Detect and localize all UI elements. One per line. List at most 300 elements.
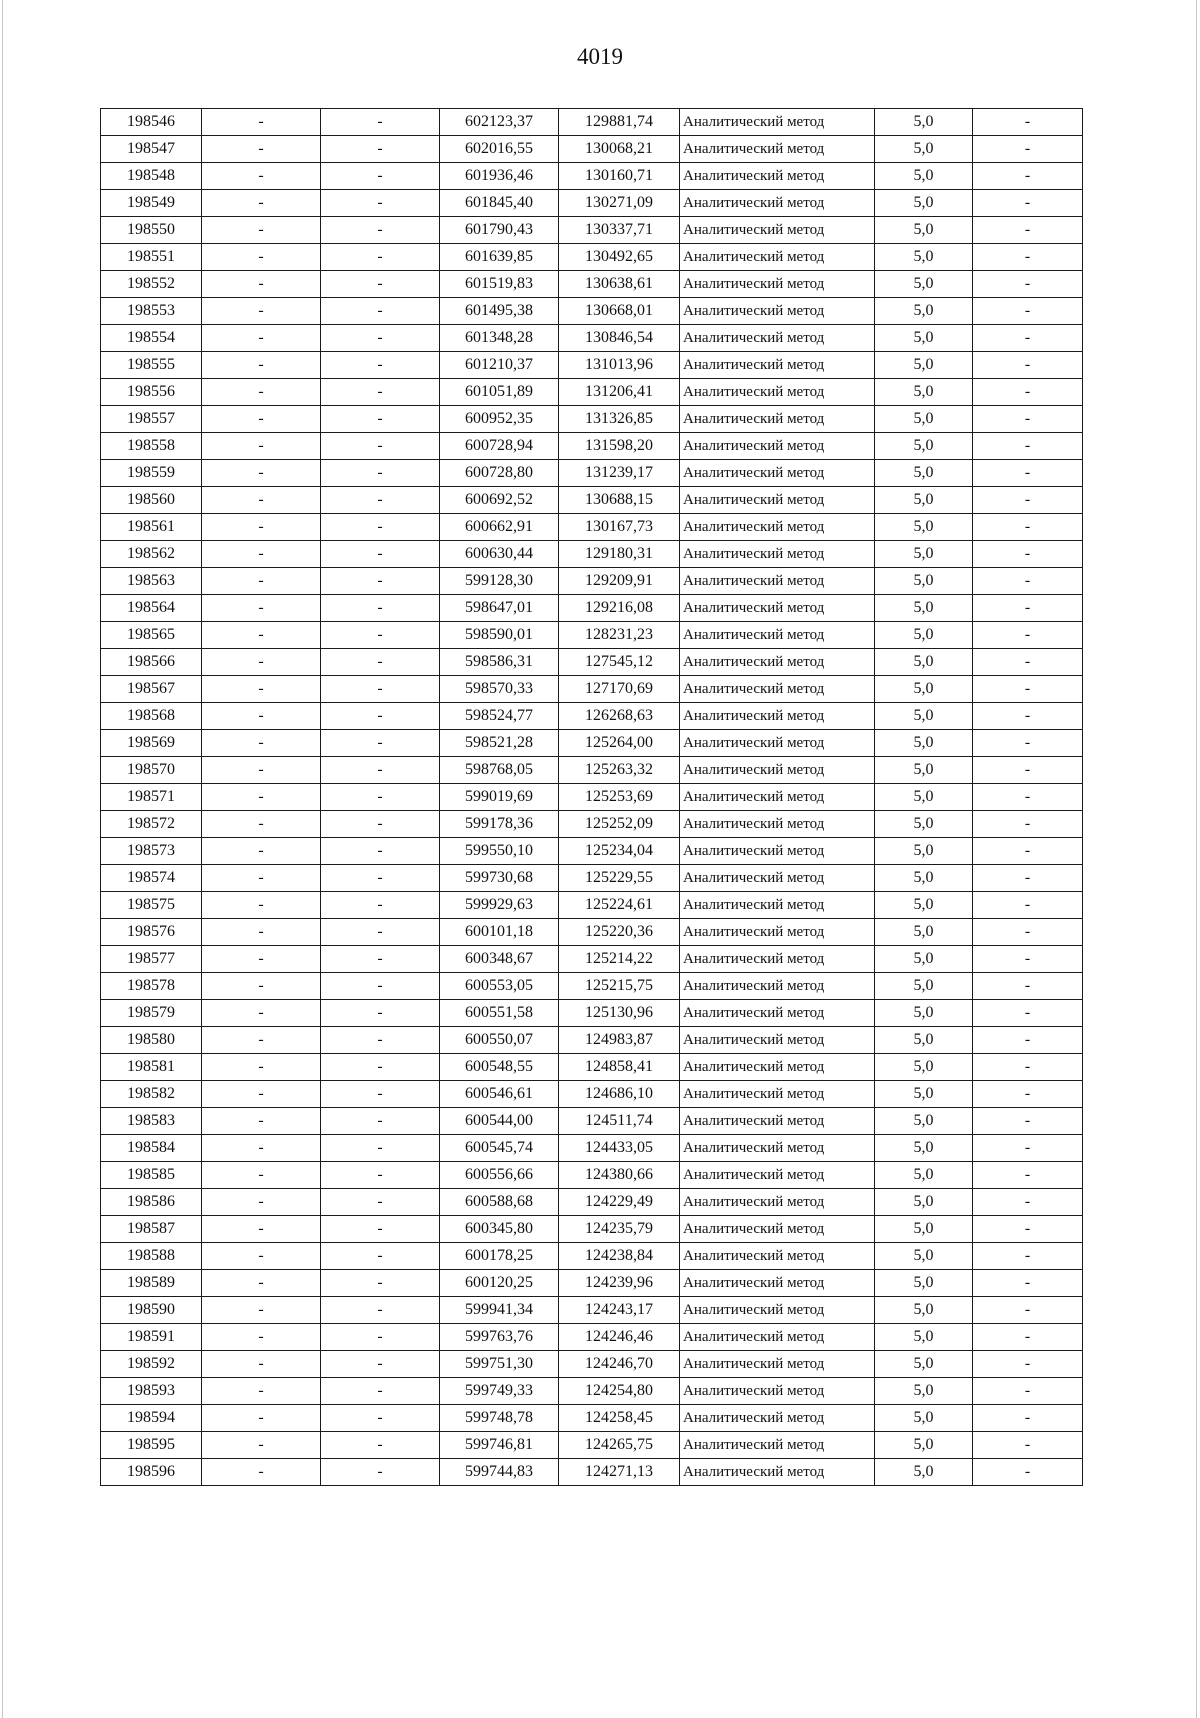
cell-coord-y: 130337,71	[559, 217, 680, 244]
table-row	[101, 163, 1083, 190]
cell-col-empty-a: -	[202, 1162, 321, 1189]
cell-method: Аналитический метод	[680, 244, 875, 271]
cell-col-empty-a: -	[202, 1189, 321, 1216]
cell-point-number: 198574	[101, 865, 202, 892]
cell-col-empty-b: -	[321, 919, 440, 946]
cell-accuracy: 5,0	[875, 514, 973, 541]
table-row	[101, 757, 1083, 784]
cell-col-empty-b: -	[321, 1000, 440, 1027]
cell-coord-x: 600101,18	[440, 919, 559, 946]
cell-col-empty-b: -	[321, 811, 440, 838]
cell-method: Аналитический метод	[680, 136, 875, 163]
table-row	[101, 406, 1083, 433]
cell-coord-y: 127170,69	[559, 676, 680, 703]
cell-col-empty-c: -	[973, 1189, 1083, 1216]
cell-col-empty-b: -	[321, 622, 440, 649]
cell-col-empty-a: -	[202, 703, 321, 730]
cell-col-empty-b: -	[321, 271, 440, 298]
table-row	[101, 379, 1083, 406]
cell-col-empty-a: -	[202, 163, 321, 190]
cell-col-empty-a: -	[202, 1432, 321, 1459]
table-row	[101, 514, 1083, 541]
cell-coord-x: 600546,61	[440, 1081, 559, 1108]
cell-point-number: 198552	[101, 271, 202, 298]
cell-accuracy: 5,0	[875, 1297, 973, 1324]
cell-method: Аналитический метод	[680, 1297, 875, 1324]
table-row	[101, 1162, 1083, 1189]
cell-col-empty-b: -	[321, 136, 440, 163]
cell-coord-x: 599730,68	[440, 865, 559, 892]
table-row	[101, 1270, 1083, 1297]
table-row	[101, 568, 1083, 595]
cell-coord-y: 125130,96	[559, 1000, 680, 1027]
cell-col-empty-c: -	[973, 217, 1083, 244]
cell-col-empty-c: -	[973, 136, 1083, 163]
cell-method: Аналитический метод	[680, 1027, 875, 1054]
cell-col-empty-c: -	[973, 811, 1083, 838]
table-row	[101, 1000, 1083, 1027]
table-row	[101, 1135, 1083, 1162]
cell-col-empty-a: -	[202, 676, 321, 703]
cell-col-empty-a: -	[202, 460, 321, 487]
cell-col-empty-a: -	[202, 595, 321, 622]
cell-coord-x: 599746,81	[440, 1432, 559, 1459]
cell-col-empty-b: -	[321, 406, 440, 433]
cell-col-empty-b: -	[321, 730, 440, 757]
cell-col-empty-c: -	[973, 298, 1083, 325]
cell-coord-x: 600345,80	[440, 1216, 559, 1243]
cell-accuracy: 5,0	[875, 568, 973, 595]
cell-col-empty-c: -	[973, 676, 1083, 703]
table-row	[101, 1216, 1083, 1243]
cell-method: Аналитический метод	[680, 1000, 875, 1027]
cell-accuracy: 5,0	[875, 757, 973, 784]
cell-col-empty-b: -	[321, 109, 440, 136]
cell-coord-y: 131206,41	[559, 379, 680, 406]
cell-accuracy: 5,0	[875, 919, 973, 946]
cell-coord-y: 125252,09	[559, 811, 680, 838]
cell-coord-x: 600692,52	[440, 487, 559, 514]
cell-method: Аналитический метод	[680, 487, 875, 514]
cell-col-empty-b: -	[321, 1027, 440, 1054]
cell-method: Аналитический метод	[680, 1351, 875, 1378]
cell-coord-x: 602123,37	[440, 109, 559, 136]
cell-col-empty-a: -	[202, 1135, 321, 1162]
cell-point-number: 198589	[101, 1270, 202, 1297]
cell-coord-y: 125263,32	[559, 757, 680, 784]
cell-coord-x: 600588,68	[440, 1189, 559, 1216]
cell-col-empty-a: -	[202, 946, 321, 973]
cell-col-empty-a: -	[202, 1027, 321, 1054]
cell-method: Аналитический метод	[680, 919, 875, 946]
cell-coord-x: 598647,01	[440, 595, 559, 622]
cell-coord-x: 600550,07	[440, 1027, 559, 1054]
cell-accuracy: 5,0	[875, 838, 973, 865]
cell-accuracy: 5,0	[875, 1378, 973, 1405]
cell-coord-y: 130638,61	[559, 271, 680, 298]
cell-accuracy: 5,0	[875, 1054, 973, 1081]
cell-method: Аналитический метод	[680, 190, 875, 217]
cell-col-empty-c: -	[973, 622, 1083, 649]
cell-accuracy: 5,0	[875, 1351, 973, 1378]
cell-point-number: 198575	[101, 892, 202, 919]
cell-col-empty-c: -	[973, 406, 1083, 433]
cell-col-empty-b: -	[321, 568, 440, 595]
cell-point-number: 198596	[101, 1459, 202, 1486]
cell-col-empty-b: -	[321, 1459, 440, 1486]
cell-col-empty-b: -	[321, 460, 440, 487]
cell-col-empty-a: -	[202, 1054, 321, 1081]
cell-method: Аналитический метод	[680, 1405, 875, 1432]
cell-point-number: 198555	[101, 352, 202, 379]
cell-accuracy: 5,0	[875, 649, 973, 676]
cell-col-empty-a: -	[202, 433, 321, 460]
cell-col-empty-c: -	[973, 865, 1083, 892]
cell-method: Аналитический метод	[680, 730, 875, 757]
cell-col-empty-c: -	[973, 649, 1083, 676]
cell-coord-x: 600178,25	[440, 1243, 559, 1270]
cell-col-empty-a: -	[202, 784, 321, 811]
cell-method: Аналитический метод	[680, 703, 875, 730]
cell-col-empty-a: -	[202, 838, 321, 865]
cell-coord-y: 130160,71	[559, 163, 680, 190]
cell-col-empty-c: -	[973, 1432, 1083, 1459]
table-row	[101, 703, 1083, 730]
cell-col-empty-a: -	[202, 1081, 321, 1108]
cell-accuracy: 5,0	[875, 892, 973, 919]
table-row	[101, 1108, 1083, 1135]
cell-coord-y: 124265,75	[559, 1432, 680, 1459]
table-row	[101, 622, 1083, 649]
cell-col-empty-a: -	[202, 811, 321, 838]
cell-method: Аналитический метод	[680, 973, 875, 1000]
cell-coord-x: 599763,76	[440, 1324, 559, 1351]
cell-col-empty-c: -	[973, 784, 1083, 811]
table-row	[101, 1351, 1083, 1378]
cell-coord-y: 124858,41	[559, 1054, 680, 1081]
cell-accuracy: 5,0	[875, 136, 973, 163]
cell-accuracy: 5,0	[875, 1027, 973, 1054]
cell-method: Аналитический метод	[680, 1054, 875, 1081]
cell-coord-y: 130492,65	[559, 244, 680, 271]
cell-point-number: 198559	[101, 460, 202, 487]
table-row	[101, 892, 1083, 919]
cell-point-number: 198594	[101, 1405, 202, 1432]
cell-col-empty-a: -	[202, 541, 321, 568]
cell-col-empty-c: -	[973, 595, 1083, 622]
cell-method: Аналитический метод	[680, 946, 875, 973]
table-row	[101, 946, 1083, 973]
cell-coord-y: 131326,85	[559, 406, 680, 433]
cell-point-number: 198588	[101, 1243, 202, 1270]
cell-col-empty-a: -	[202, 865, 321, 892]
cell-col-empty-b: -	[321, 163, 440, 190]
cell-coord-y: 125264,00	[559, 730, 680, 757]
cell-col-empty-b: -	[321, 1054, 440, 1081]
cell-point-number: 198566	[101, 649, 202, 676]
cell-method: Аналитический метод	[680, 838, 875, 865]
table-row	[101, 919, 1083, 946]
cell-col-empty-c: -	[973, 703, 1083, 730]
cell-point-number: 198587	[101, 1216, 202, 1243]
cell-col-empty-a: -	[202, 1243, 321, 1270]
cell-point-number: 198560	[101, 487, 202, 514]
cell-col-empty-a: -	[202, 892, 321, 919]
table-row	[101, 595, 1083, 622]
cell-coord-x: 601845,40	[440, 190, 559, 217]
cell-method: Аналитический метод	[680, 811, 875, 838]
cell-coord-y: 124246,70	[559, 1351, 680, 1378]
cell-accuracy: 5,0	[875, 1135, 973, 1162]
cell-coord-y: 124433,05	[559, 1135, 680, 1162]
cell-accuracy: 5,0	[875, 298, 973, 325]
cell-coord-x: 599550,10	[440, 838, 559, 865]
cell-col-empty-a: -	[202, 730, 321, 757]
cell-accuracy: 5,0	[875, 109, 973, 136]
cell-coord-y: 129209,91	[559, 568, 680, 595]
cell-method: Аналитический метод	[680, 595, 875, 622]
cell-col-empty-c: -	[973, 1297, 1083, 1324]
cell-point-number: 198561	[101, 514, 202, 541]
cell-coord-x: 598768,05	[440, 757, 559, 784]
cell-col-empty-b: -	[321, 514, 440, 541]
cell-coord-y: 130668,01	[559, 298, 680, 325]
cell-coord-x: 600952,35	[440, 406, 559, 433]
cell-coord-y: 124238,84	[559, 1243, 680, 1270]
table-row	[101, 1324, 1083, 1351]
cell-point-number: 198580	[101, 1027, 202, 1054]
cell-col-empty-c: -	[973, 1405, 1083, 1432]
cell-coord-y: 124271,13	[559, 1459, 680, 1486]
scan-right-edge	[1196, 0, 1197, 1718]
cell-col-empty-a: -	[202, 514, 321, 541]
cell-point-number: 198549	[101, 190, 202, 217]
cell-point-number: 198592	[101, 1351, 202, 1378]
cell-col-empty-a: -	[202, 1000, 321, 1027]
table-row	[101, 676, 1083, 703]
cell-coord-y: 124243,17	[559, 1297, 680, 1324]
table-row	[101, 190, 1083, 217]
cell-coord-x: 599941,34	[440, 1297, 559, 1324]
cell-point-number: 198583	[101, 1108, 202, 1135]
cell-accuracy: 5,0	[875, 676, 973, 703]
cell-accuracy: 5,0	[875, 1000, 973, 1027]
cell-col-empty-a: -	[202, 244, 321, 271]
cell-point-number: 198564	[101, 595, 202, 622]
cell-coord-y: 130688,15	[559, 487, 680, 514]
cell-point-number: 198593	[101, 1378, 202, 1405]
cell-col-empty-a: -	[202, 568, 321, 595]
cell-col-empty-c: -	[973, 325, 1083, 352]
cell-col-empty-c: -	[973, 109, 1083, 136]
cell-coord-y: 126268,63	[559, 703, 680, 730]
cell-accuracy: 5,0	[875, 379, 973, 406]
cell-coord-x: 601051,89	[440, 379, 559, 406]
cell-coord-y: 127545,12	[559, 649, 680, 676]
cell-coord-x: 601519,83	[440, 271, 559, 298]
cell-point-number: 198567	[101, 676, 202, 703]
cell-col-empty-c: -	[973, 244, 1083, 271]
table-row	[101, 136, 1083, 163]
cell-method: Аналитический метод	[680, 217, 875, 244]
table-row	[101, 1297, 1083, 1324]
cell-coord-x: 601936,46	[440, 163, 559, 190]
cell-coord-x: 600728,80	[440, 460, 559, 487]
table-row	[101, 1081, 1083, 1108]
cell-accuracy: 5,0	[875, 1324, 973, 1351]
cell-col-empty-b: -	[321, 352, 440, 379]
cell-col-empty-c: -	[973, 541, 1083, 568]
table-row	[101, 487, 1083, 514]
cell-col-empty-a: -	[202, 1324, 321, 1351]
cell-method: Аналитический метод	[680, 1162, 875, 1189]
cell-method: Аналитический метод	[680, 865, 875, 892]
cell-col-empty-a: -	[202, 298, 321, 325]
cell-col-empty-a: -	[202, 325, 321, 352]
cell-method: Аналитический метод	[680, 1108, 875, 1135]
table-row	[101, 1459, 1083, 1486]
cell-col-empty-c: -	[973, 1351, 1083, 1378]
cell-point-number: 198557	[101, 406, 202, 433]
cell-accuracy: 5,0	[875, 352, 973, 379]
table-row	[101, 838, 1083, 865]
cell-col-empty-b: -	[321, 244, 440, 271]
cell-coord-x: 600553,05	[440, 973, 559, 1000]
cell-accuracy: 5,0	[875, 784, 973, 811]
cell-method: Аналитический метод	[680, 892, 875, 919]
cell-col-empty-a: -	[202, 379, 321, 406]
cell-method: Аналитический метод	[680, 622, 875, 649]
cell-coord-y: 125215,75	[559, 973, 680, 1000]
cell-accuracy: 5,0	[875, 730, 973, 757]
cell-coord-y: 124235,79	[559, 1216, 680, 1243]
cell-accuracy: 5,0	[875, 406, 973, 433]
cell-coord-y: 131239,17	[559, 460, 680, 487]
cell-point-number: 198573	[101, 838, 202, 865]
cell-col-empty-c: -	[973, 379, 1083, 406]
coordinates-table-container	[100, 108, 1082, 1486]
cell-col-empty-c: -	[973, 1054, 1083, 1081]
cell-coord-y: 124380,66	[559, 1162, 680, 1189]
cell-method: Аналитический метод	[680, 784, 875, 811]
cell-method: Аналитический метод	[680, 1216, 875, 1243]
cell-col-empty-b: -	[321, 1189, 440, 1216]
cell-accuracy: 5,0	[875, 1270, 973, 1297]
cell-col-empty-c: -	[973, 271, 1083, 298]
cell-coord-y: 130846,54	[559, 325, 680, 352]
cell-col-empty-a: -	[202, 136, 321, 163]
cell-coord-y: 130271,09	[559, 190, 680, 217]
cell-coord-x: 600120,25	[440, 1270, 559, 1297]
cell-method: Аналитический метод	[680, 1189, 875, 1216]
cell-col-empty-b: -	[321, 595, 440, 622]
table-row	[101, 1378, 1083, 1405]
cell-col-empty-c: -	[973, 163, 1083, 190]
cell-accuracy: 5,0	[875, 1405, 973, 1432]
cell-col-empty-c: -	[973, 1243, 1083, 1270]
cell-col-empty-c: -	[973, 946, 1083, 973]
cell-method: Аналитический метод	[680, 109, 875, 136]
cell-coord-y: 130167,73	[559, 514, 680, 541]
cell-coord-x: 600551,58	[440, 1000, 559, 1027]
cell-method: Аналитический метод	[680, 352, 875, 379]
cell-col-empty-b: -	[321, 892, 440, 919]
table-row	[101, 1027, 1083, 1054]
cell-accuracy: 5,0	[875, 541, 973, 568]
cell-col-empty-b: -	[321, 1324, 440, 1351]
cell-accuracy: 5,0	[875, 1189, 973, 1216]
cell-accuracy: 5,0	[875, 460, 973, 487]
cell-col-empty-c: -	[973, 757, 1083, 784]
table-row	[101, 1405, 1083, 1432]
cell-col-empty-c: -	[973, 190, 1083, 217]
cell-col-empty-c: -	[973, 487, 1083, 514]
cell-col-empty-b: -	[321, 1432, 440, 1459]
cell-accuracy: 5,0	[875, 1432, 973, 1459]
cell-col-empty-b: -	[321, 1351, 440, 1378]
cell-method: Аналитический метод	[680, 433, 875, 460]
table-row	[101, 460, 1083, 487]
cell-col-empty-a: -	[202, 1405, 321, 1432]
cell-col-empty-c: -	[973, 514, 1083, 541]
cell-method: Аналитический метод	[680, 514, 875, 541]
cell-coord-y: 131013,96	[559, 352, 680, 379]
cell-accuracy: 5,0	[875, 244, 973, 271]
coordinates-table-body	[101, 109, 1083, 1486]
cell-col-empty-c: -	[973, 1027, 1083, 1054]
cell-coord-x: 598521,28	[440, 730, 559, 757]
cell-method: Аналитический метод	[680, 757, 875, 784]
cell-method: Аналитический метод	[680, 1378, 875, 1405]
cell-point-number: 198571	[101, 784, 202, 811]
cell-col-empty-c: -	[973, 1378, 1083, 1405]
cell-coord-x: 600728,94	[440, 433, 559, 460]
cell-col-empty-a: -	[202, 487, 321, 514]
cell-coord-y: 125220,36	[559, 919, 680, 946]
cell-coord-y: 131598,20	[559, 433, 680, 460]
table-row	[101, 541, 1083, 568]
table-row	[101, 217, 1083, 244]
table-row	[101, 433, 1083, 460]
cell-coord-x: 601348,28	[440, 325, 559, 352]
cell-col-empty-b: -	[321, 217, 440, 244]
cell-method: Аналитический метод	[680, 1324, 875, 1351]
cell-col-empty-a: -	[202, 973, 321, 1000]
cell-col-empty-a: -	[202, 352, 321, 379]
cell-coord-x: 600548,55	[440, 1054, 559, 1081]
cell-accuracy: 5,0	[875, 1081, 973, 1108]
cell-col-empty-b: -	[321, 838, 440, 865]
cell-col-empty-b: -	[321, 298, 440, 325]
table-row	[101, 271, 1083, 298]
cell-coord-y: 125229,55	[559, 865, 680, 892]
cell-col-empty-b: -	[321, 541, 440, 568]
cell-point-number: 198546	[101, 109, 202, 136]
table-row	[101, 1243, 1083, 1270]
cell-col-empty-a: -	[202, 919, 321, 946]
scan-left-edge	[2, 0, 3, 1718]
cell-method: Аналитический метод	[680, 1243, 875, 1270]
table-row	[101, 730, 1083, 757]
cell-method: Аналитический метод	[680, 649, 875, 676]
cell-coord-x: 598586,31	[440, 649, 559, 676]
cell-col-empty-c: -	[973, 460, 1083, 487]
cell-coord-x: 600545,74	[440, 1135, 559, 1162]
cell-col-empty-b: -	[321, 1162, 440, 1189]
cell-coord-y: 129216,08	[559, 595, 680, 622]
cell-point-number: 198572	[101, 811, 202, 838]
table-row	[101, 784, 1083, 811]
